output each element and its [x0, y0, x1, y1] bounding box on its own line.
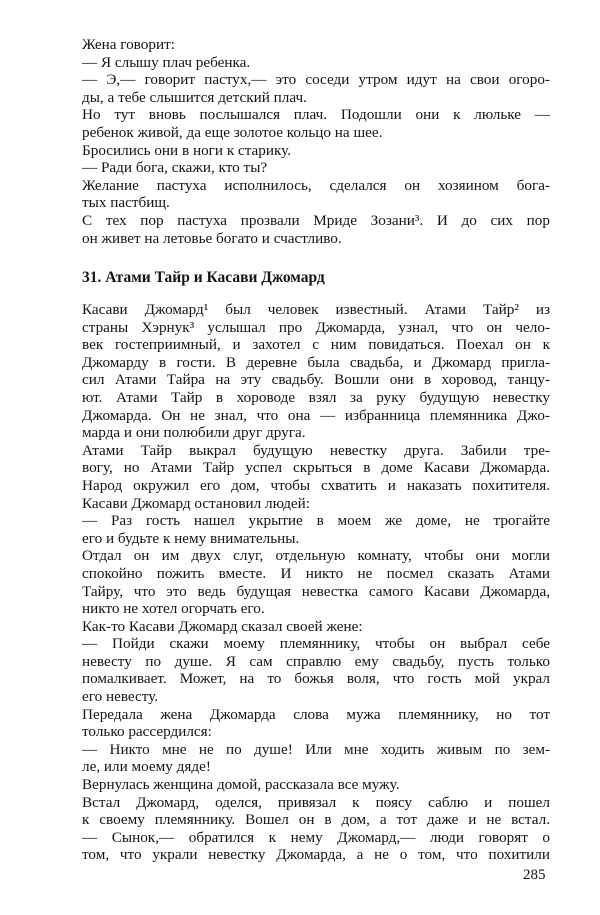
text-line: Джомарду в гости. В деревне была свадьба, и Джомард пригла-: [82, 353, 550, 371]
text-line: Народ окружил его дом, чтобы схватить и наказать похитителя.: [82, 476, 550, 494]
text-line: — Никто мне не по душе! Или мне ходить живым по зем-: [82, 740, 550, 758]
text-line: Жена говорит:: [82, 36, 175, 53]
text-line: Отдал он им двух слуг, отдельную комнату, чтобы они могли: [82, 547, 550, 565]
chapter-heading: 31. Атами Тайр и Касави Джомард: [82, 269, 325, 286]
text-line: Атами Тайр выкрал будущую невестку друга. Забили тре-: [82, 441, 550, 459]
page-number: 285: [523, 867, 546, 883]
text-line: тых пастбищ.: [82, 194, 170, 212]
text-line: Бросились они в ноги к старику.: [82, 141, 292, 159]
text-line: С тех пор пастуха прозвали Мриде Зозани³. И до сих пор: [82, 211, 550, 229]
text-line: — Э,— говорит пастух,— это соседи утром идут на свои огоро-: [82, 71, 550, 89]
text-line: страны Хэрнук³ услышал про Джомарда, узнал, что он чело-: [82, 318, 550, 336]
text-line: он живет на летовье богато и счастливо.: [82, 229, 342, 247]
text-line: ют. Атами Тайр в хороводе взял за руку будущую невестку: [82, 388, 550, 406]
text-line: его и будьте к нему внимательны.: [82, 529, 300, 547]
text-line: помалкивает. Может, на то божья воля, что гость мой украл: [82, 670, 550, 688]
text-line: — Я слышу плач ребенка.: [82, 53, 251, 71]
text-line: к своему племяннику. Вошел он в дом, а тот даже и не встал.: [82, 811, 550, 829]
text-line: спокойно пожить вместе. И никто не посмел сказать Атами: [82, 564, 550, 582]
text-line: ребенок живой, да еще золотое кольцо на шее.: [82, 123, 383, 141]
text-line: Тайру, что это ведь будущая невестка самого Касави Джомарда,: [82, 582, 550, 600]
text-line: ле, или моему дяде!: [82, 758, 211, 776]
text-line: век гостеприимный, и захотел с ним повидаться. Поехал он к: [82, 336, 550, 354]
text-line: Встал Джомард, оделся, привязал к поясу саблю и пошел: [82, 793, 550, 811]
text-line: — Ради бога, скажи, кто ты?: [82, 159, 268, 177]
text-line: — Сынок,— обратился к нему Джомард,— люди говорят о: [82, 828, 550, 846]
text-line: его невесту.: [82, 688, 159, 706]
text-line: только рассердился:: [82, 723, 212, 741]
text-line: Как-то Касави Джомард сказал своей жене:: [82, 617, 363, 635]
text-line: марда и они полюбили друг друга.: [82, 424, 306, 442]
text-line: Желание пастуха исполнилось, сделался он хозяином бога-: [82, 176, 550, 194]
text-line: Джомарда. Он не знал, что она — избранница племянника Джо-: [82, 406, 550, 424]
text-line: ды, а тебе слышится детский плач.: [82, 88, 307, 106]
text-line: вогу, но Атами Тайр успел скрыться в доме Касави Джомарда.: [82, 459, 550, 477]
story-ending-text: [82, 36, 550, 247]
text-line: Касави Джомард остановил людей:: [82, 494, 311, 512]
text-line: — Раз гость нашел укрытие в моем же доме, не трогайте: [82, 512, 550, 530]
text-line: невесту по душе. Я сам справлю ему свадьбу, пусть только: [82, 652, 550, 670]
text-line: Передала жена Джомарда слова мужа племяннику, но тот: [82, 705, 550, 723]
chapter-body-text: [82, 301, 550, 864]
text-line: — Пойди скажи моему племяннику, чтобы он выбрал себе: [82, 635, 550, 653]
text-line: Но тут вновь послышался плач. Подошли они к люльке —: [82, 106, 550, 124]
text-line: Касави Джомард¹ был человек известный. Атами Тайр² из: [82, 301, 550, 318]
text-line: том, что украли невестку Джомарда, а не о том, что похитили: [82, 846, 550, 864]
text-line: сил Атами Тайра на эту свадьбу. Вошли они в хоровод, танцу-: [82, 371, 550, 389]
text-line: Вернулась женщина домой, рассказала все мужу.: [82, 776, 400, 794]
text-line: никто не хотел огорчать его.: [82, 600, 265, 618]
